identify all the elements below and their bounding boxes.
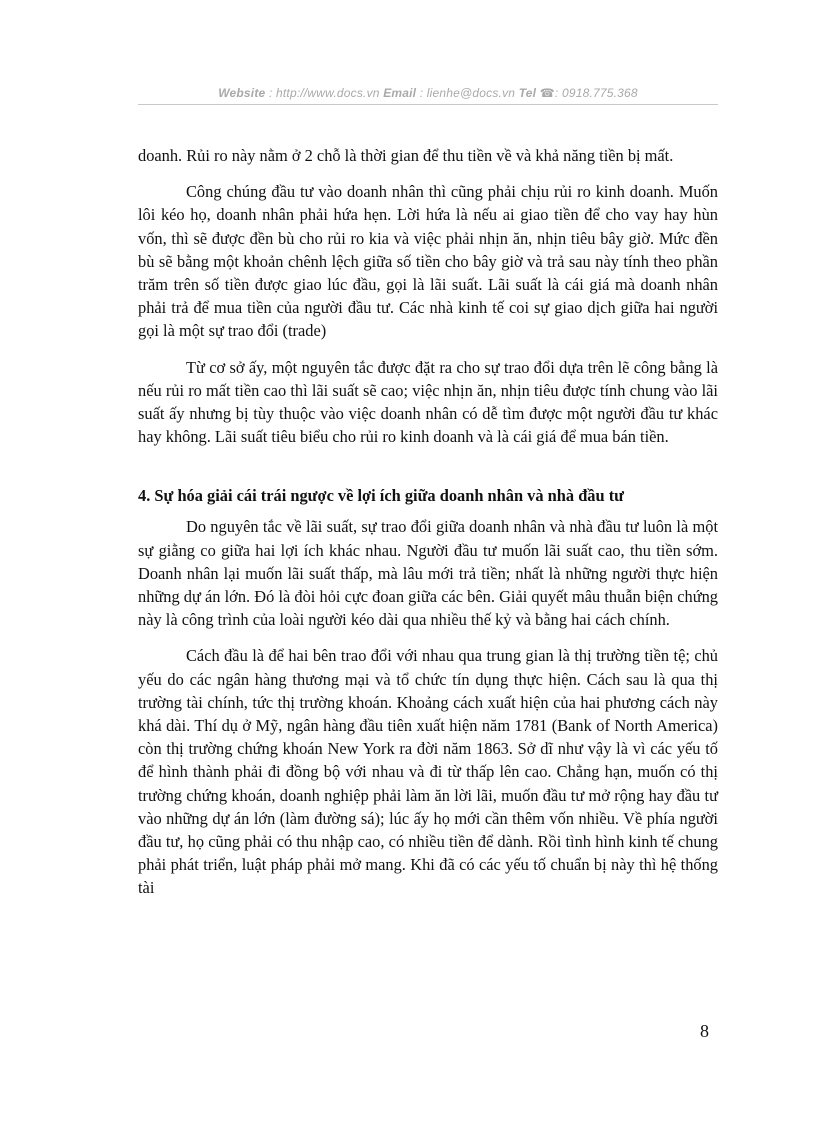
page-number: 8 bbox=[700, 1021, 709, 1041]
paragraph: Từ cơ sở ấy, một nguyên tắc được đặt ra cho sự trao đổi dựa trên lẽ công bằng là nếu rủi ro mất tiền cao thì lãi suất sẽ cao; việc nhịn ăn, nhịn tiêu được tính chung vào lãi suất ấy nhưng bị tùy thuộc vào việc doanh nhân có dễ tìm được một người đầu tư khác hay không. Lãi suất tiêu biểu cho rủi ro kinh doanh và là cái giá để mua bán tiền. bbox=[138, 357, 718, 447]
paragraph: Công chúng đầu tư vào doanh nhân thì cũng phải chịu rủi ro kinh doanh. Muốn lôi kéo họ, doanh nhân phải hứa hẹn. Lời hứa là nếu ai giao tiền để cho vay hay hùn vốn, thì sẽ được đền bù cho rủi ro kia và việc phải nhịn ăn, nhịn tiêu bây giờ. Mức đền bù sẽ bằng một khoản chênh lệch giữa số tiền cho bây giờ và trả sau này tính theo phần trăm trên số tiền được giao lúc đầu, gọi là lãi suất. Lãi suất là cái giá mà doanh nhân phải trả để mua tiền của người đầu tư. Các nhà kinh tế coi sự giao dịch giữa hai người gọi là một sự trao đổi (trade) bbox=[138, 182, 718, 341]
header-divider bbox=[138, 104, 718, 105]
paragraph: Do nguyên tắc về lãi suất, sự trao đổi giữa doanh nhân và nhà đầu tư luôn là một sự giằng co giữa hai lợi ích khác nhau. Người đầu tư muốn lãi suất cao, thu tiền sớm. Doanh nhân lại muốn lãi suất thấp, mà lâu mới trả tiền; nhất là những người thực hiện những dự án lớn. Đó là đòi hỏi cực đoan giữa các bên. Giải quyết mâu thuẫn biện chứng này là công trình của loài người kéo dài qua nhiều thế kỷ và bằng hai cách chính. bbox=[138, 517, 718, 630]
tel-value: ☎: 0918.775.368 bbox=[536, 86, 638, 100]
email-label: Email bbox=[383, 86, 417, 100]
email-value: : lienhe@docs.vn bbox=[416, 86, 519, 100]
page-header bbox=[138, 86, 718, 100]
paragraph: doanh. Rủi ro này nằm ở 2 chỗ là thời gian để thu tiền về và khả năng tiền bị mất. bbox=[138, 146, 674, 165]
website-label: Website bbox=[218, 86, 266, 100]
paragraph: Cách đầu là để hai bên trao đổi với nhau qua trung gian là thị trường tiền tệ; chủ yếu do các ngân hàng thương mại và tổ chức tín dụng thực hiện. Cách sau là qua thị trường tài chính, tức thị trường khoán. Khoảng cách xuất hiện của hai phương cách này khá dài. Thí dụ ở Mỹ, ngân hàng đầu tiên xuất hiện năm 1781 (Bank of North America) còn thị trường chứng khoán New York ra đời năm 1863. Sở dĩ như vậy là vì các yếu tố để hình thành phải đi đồng bộ với nhau và đi từ thấp lên cao. Chẳng hạn, muốn có thị trường chứng khoán, doanh nghiệp phải làm ăn lời lãi, muốn đầu tư mở rộng hay đầu tư vào những dự án lớn (làm đường sá); lúc ấy họ mới cần thêm vốn nhiều. Về phía người đầu tư, họ cũng phải có thu nhập cao, có nhiều tiền để dành. Rồi tình hình kinh tế chung phải phát triển, luật pháp phải mở mang. Khi đã có các yếu tố chuẩn bị này thì hệ thống tài bbox=[138, 646, 718, 898]
website-value: : http://www.docs.vn bbox=[265, 86, 384, 100]
section-heading: 4. Sự hóa giải cái trái ngược về lợi ích giữa doanh nhân và nhà đầu tư bbox=[138, 486, 625, 506]
tel-label: Tel bbox=[518, 86, 537, 100]
page-body bbox=[138, 144, 718, 913]
